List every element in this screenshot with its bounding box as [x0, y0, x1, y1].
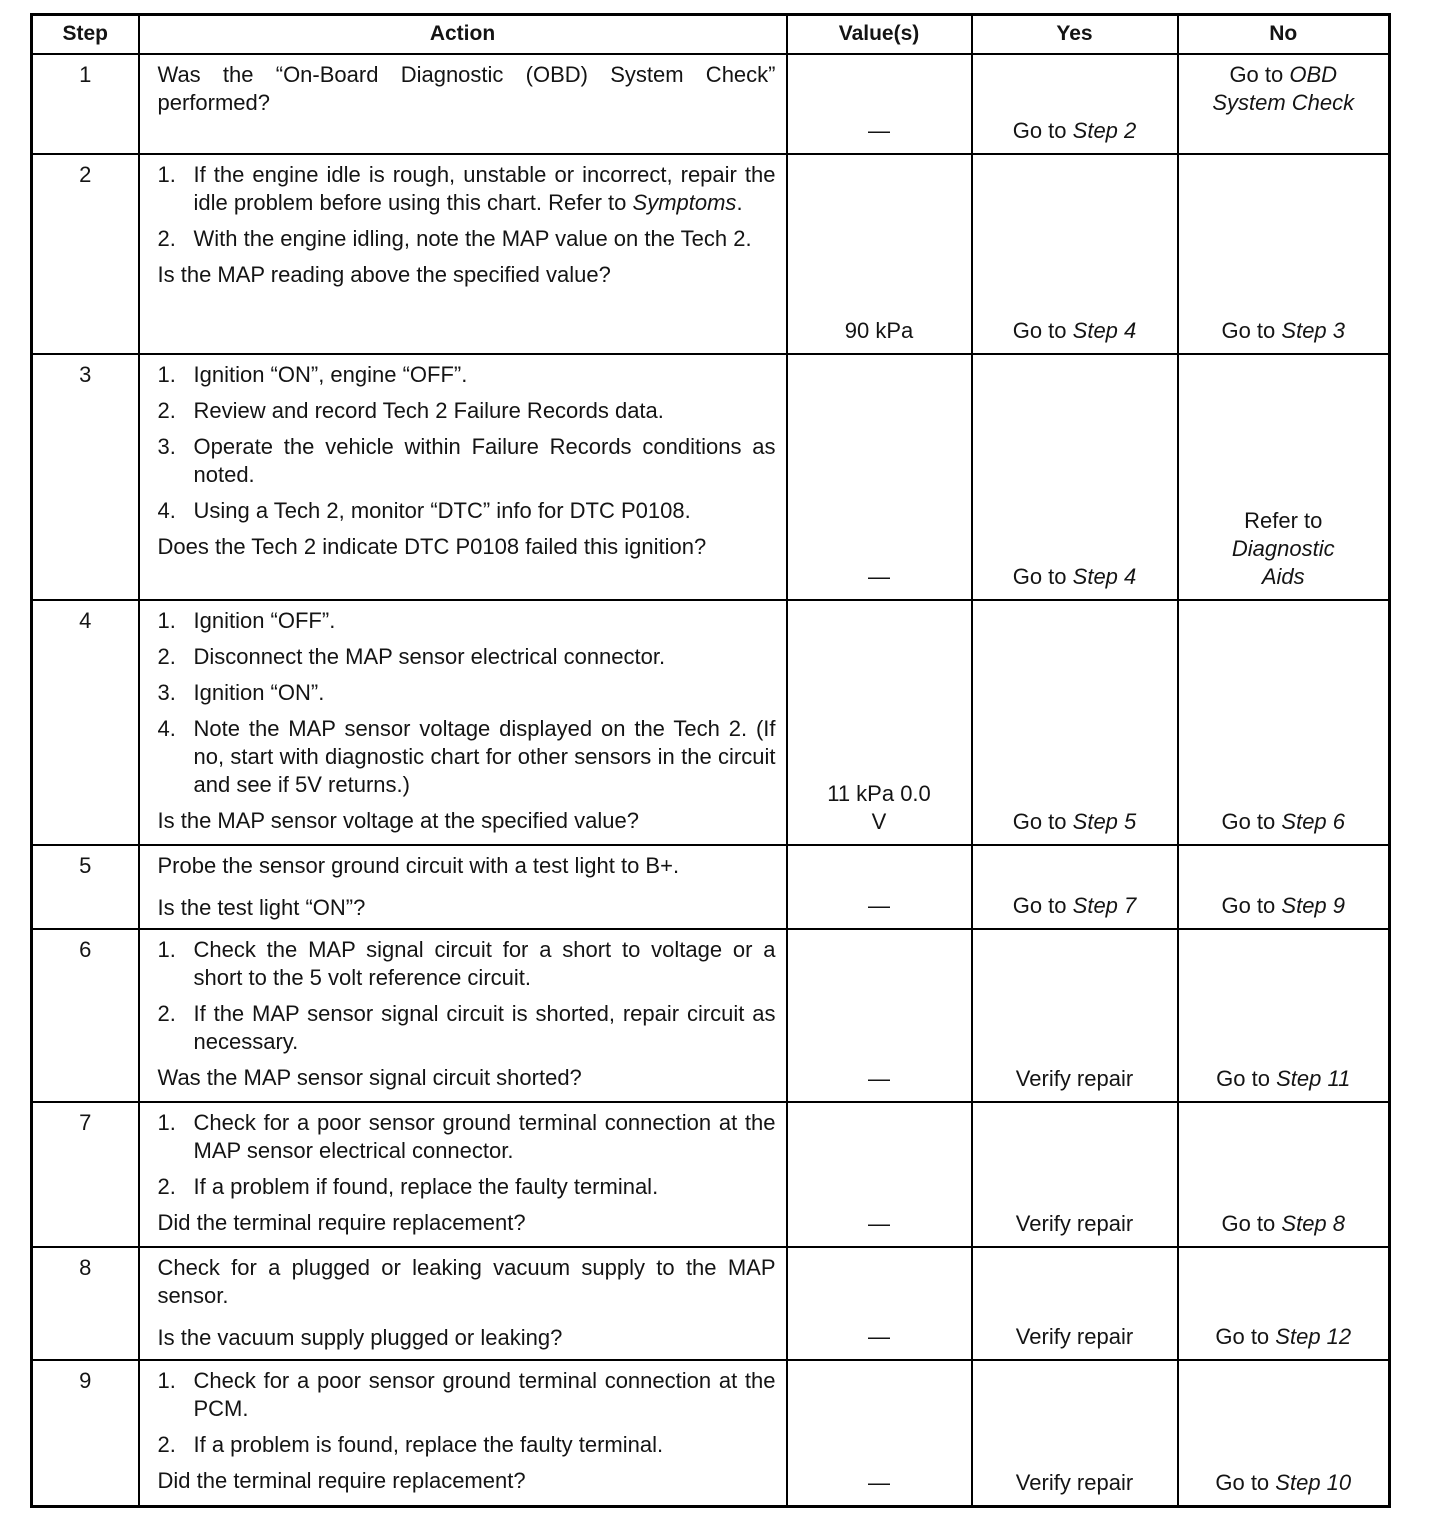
yes-cell: [972, 600, 1178, 845]
item-text-main: If the engine idle is rough, unstable or incorrect, repair the idle problem before using this chart. Refer to: [193, 161, 776, 215]
yes-cell: [972, 929, 1178, 1102]
yes-text: Go to: [1012, 563, 1067, 589]
action-item: [158, 361, 776, 389]
question-text: Was the MAP sensor signal circuit shorted?: [157, 1064, 582, 1090]
item-number: 1.: [157, 1109, 176, 1135]
action-cell: [139, 929, 787, 1102]
step-number: 8: [32, 1247, 139, 1360]
action-cell: [139, 1247, 787, 1360]
value-cell: —: [787, 354, 972, 600]
item-tail: .: [736, 189, 743, 215]
item-text: If a problem if found, replace the faulty terminal.: [193, 1173, 659, 1199]
no-text: Go to: [1221, 1210, 1276, 1236]
question-text: Is the MAP sensor voltage at the specified value?: [157, 807, 639, 833]
yes-text: Go to: [1012, 808, 1067, 834]
value-cell: —: [787, 54, 972, 154]
action-item: [158, 1173, 776, 1201]
header-step: Step: [32, 15, 139, 54]
value-cell: —: [787, 929, 972, 1102]
yes-cell: [972, 1102, 1178, 1247]
question-text: Did the terminal require replacement?: [157, 1209, 526, 1235]
question-text: Did the terminal require replacement?: [157, 1467, 526, 1493]
step-number: 1: [32, 54, 139, 154]
no-text: Go to: [1221, 317, 1276, 343]
yes-text: Go to: [1012, 117, 1067, 143]
no-ref: Step 12: [1275, 1323, 1352, 1349]
item-text: Ignition “ON”, engine “OFF”.: [193, 361, 468, 387]
table-row: [32, 600, 1390, 845]
no-cell: [1178, 1102, 1390, 1247]
step-number: 6: [32, 929, 139, 1102]
no-ref: Step 9: [1281, 892, 1346, 918]
yes-cell: [972, 1360, 1178, 1507]
item-number: 1.: [157, 161, 176, 187]
diagnostic-table: [30, 13, 1391, 1508]
no-text: Go to: [1216, 1065, 1270, 1091]
no-ref: Step 8: [1281, 1210, 1346, 1236]
yes-cell: [972, 1247, 1178, 1360]
action-cell: [139, 600, 787, 845]
value-text: 11 kPa 0.0 V: [827, 780, 931, 834]
item-text: Check for a poor sensor ground terminal connection at the PCM.: [193, 1367, 776, 1421]
yes-cell: [972, 845, 1178, 929]
action-item: [158, 936, 776, 992]
action-item: [158, 225, 776, 253]
item-text: Ignition “ON”.: [193, 679, 325, 705]
yes-cell: [972, 354, 1178, 600]
action-item: [158, 643, 776, 671]
yes-text: Go to: [1012, 892, 1067, 918]
table-row: [32, 354, 1390, 600]
no-cell: [1178, 54, 1390, 154]
step-number: 5: [32, 845, 139, 929]
value-cell: —: [787, 845, 972, 929]
action-cell: [139, 154, 787, 354]
yes-text: Verify repair: [1015, 1323, 1134, 1349]
step-number: 9: [32, 1360, 139, 1507]
no-cell: [1178, 1360, 1390, 1507]
action-cell: [139, 845, 787, 929]
action-cell: [139, 54, 787, 154]
no-cell: [1178, 1247, 1390, 1360]
question-text: Is the MAP reading above the specified value?: [157, 261, 611, 287]
item-number: 2.: [157, 1173, 176, 1199]
item-text: If a problem is found, replace the faulty terminal.: [193, 1431, 664, 1457]
item-number: 2.: [157, 1431, 176, 1457]
step-number: 2: [32, 154, 139, 354]
table-row: [32, 845, 1390, 929]
header-row: [32, 15, 1390, 54]
no-cell: [1178, 600, 1390, 845]
table-row: [32, 929, 1390, 1102]
action-item: [158, 497, 776, 525]
no-text: Go to: [1229, 61, 1284, 87]
no-text: Go to: [1215, 1323, 1270, 1349]
item-text: Using a Tech 2, monitor “DTC” info for DTC P0108.: [193, 497, 691, 523]
no-ref: Step 10: [1275, 1470, 1352, 1495]
item-number: 4.: [157, 497, 176, 523]
action-cell: [139, 1102, 787, 1247]
no-ref: Step 11: [1276, 1065, 1351, 1091]
item-ref: Symptoms: [632, 189, 737, 215]
no-text: Go to: [1215, 1470, 1270, 1495]
question-text: Is the test light “ON”?: [157, 894, 366, 920]
item-number: 3.: [157, 679, 176, 705]
no-cell: [1178, 354, 1390, 600]
no-text: Refer to: [1244, 507, 1323, 533]
no-ref: OBD System Check: [1212, 61, 1355, 115]
no-text: Go to: [1221, 892, 1276, 918]
table-row: [32, 1247, 1390, 1360]
no-cell: [1178, 154, 1390, 354]
table-row: [32, 54, 1390, 154]
item-text: Note the MAP sensor voltage displayed on the Tech 2. (If no, start with diagnostic chart for other sensors in the circuit and see if 5V returns.): [193, 715, 776, 797]
action-statement: Check for a plugged or leaking vacuum supply to the MAP sensor.: [157, 1254, 776, 1308]
step-number: 3: [32, 354, 139, 600]
value-cell: [787, 600, 972, 845]
item-text: With the engine idling, note the MAP value on the Tech 2.: [193, 225, 752, 251]
item-text: Ignition “OFF”.: [193, 607, 336, 633]
action-item: [158, 1431, 776, 1459]
header-yes: Yes: [972, 15, 1178, 54]
yes-ref: Step 7: [1072, 892, 1137, 918]
no-ref: Diagnostic Aids: [1231, 535, 1335, 589]
value-cell: —: [787, 1102, 972, 1247]
item-number: 1.: [157, 1367, 176, 1393]
table-row: [32, 1360, 1390, 1507]
action-item: [158, 679, 776, 707]
yes-cell: [972, 54, 1178, 154]
item-text: Review and record Tech 2 Failure Records data.: [193, 397, 664, 423]
action-item: [158, 1000, 776, 1056]
item-text: [194, 161, 776, 217]
question-text: Does the Tech 2 indicate DTC P0108 failed this ignition?: [157, 533, 707, 559]
yes-text: Go to: [1012, 317, 1067, 343]
item-number: 2.: [157, 643, 176, 669]
yes-text: Verify repair: [1015, 1210, 1134, 1236]
table-row: [32, 154, 1390, 354]
item-number: 1.: [157, 607, 176, 633]
item-text: Check for a poor sensor ground terminal connection at the MAP sensor electrical connector.: [193, 1109, 776, 1163]
yes-ref: Step 4: [1072, 317, 1137, 343]
action-item: [158, 397, 776, 425]
item-text: Check the MAP signal circuit for a short to voltage or a short to the 5 volt reference circuit.: [193, 936, 776, 990]
no-ref: Step 6: [1281, 808, 1346, 834]
header-values: Value(s): [787, 15, 972, 54]
header-no: No: [1178, 15, 1390, 54]
action-cell: [139, 354, 787, 600]
item-number: 4.: [157, 715, 176, 741]
action-cell: [139, 1360, 787, 1507]
value-cell: 90 kPa: [787, 154, 972, 354]
item-text: If the MAP sensor signal circuit is shorted, repair circuit as necessary.: [193, 1000, 776, 1054]
no-ref: Step 3: [1281, 317, 1346, 343]
item-number: 2.: [157, 397, 176, 423]
header-action: Action: [139, 15, 787, 54]
item-text: Disconnect the MAP sensor electrical connector.: [193, 643, 666, 669]
yes-ref: Step 4: [1072, 563, 1137, 589]
no-cell: [1178, 929, 1390, 1102]
yes-ref: Step 5: [1072, 808, 1137, 834]
item-text: Operate the vehicle within Failure Records conditions as noted.: [193, 433, 776, 487]
step-number: 7: [32, 1102, 139, 1247]
value-cell: —: [787, 1360, 972, 1507]
item-number: 1.: [157, 936, 176, 962]
item-number: 3.: [157, 433, 176, 459]
action-statement: Probe the sensor ground circuit with a test light to B+.: [157, 852, 680, 878]
action-item: [158, 607, 776, 635]
step-number: 4: [32, 600, 139, 845]
action-item: [158, 1367, 776, 1423]
action-item: [158, 433, 776, 489]
item-number: 1.: [157, 361, 176, 387]
value-cell: —: [787, 1247, 972, 1360]
yes-cell: [972, 154, 1178, 354]
yes-text: Verify repair: [1015, 1470, 1134, 1495]
question-text: Is the vacuum supply plugged or leaking?: [157, 1324, 563, 1350]
yes-text: Verify repair: [1015, 1065, 1134, 1091]
action-item: [158, 1109, 776, 1165]
no-text: Go to: [1221, 808, 1276, 834]
no-cell: [1178, 845, 1390, 929]
yes-ref: Step 2: [1072, 117, 1137, 143]
question-text: Was the “On-Board Diagnostic (OBD) System Check” performed?: [157, 61, 776, 115]
action-item: [158, 161, 776, 217]
item-number: 2.: [157, 225, 176, 251]
item-number: 2.: [157, 1000, 176, 1026]
table-row: [32, 1102, 1390, 1247]
action-item: [158, 715, 776, 799]
